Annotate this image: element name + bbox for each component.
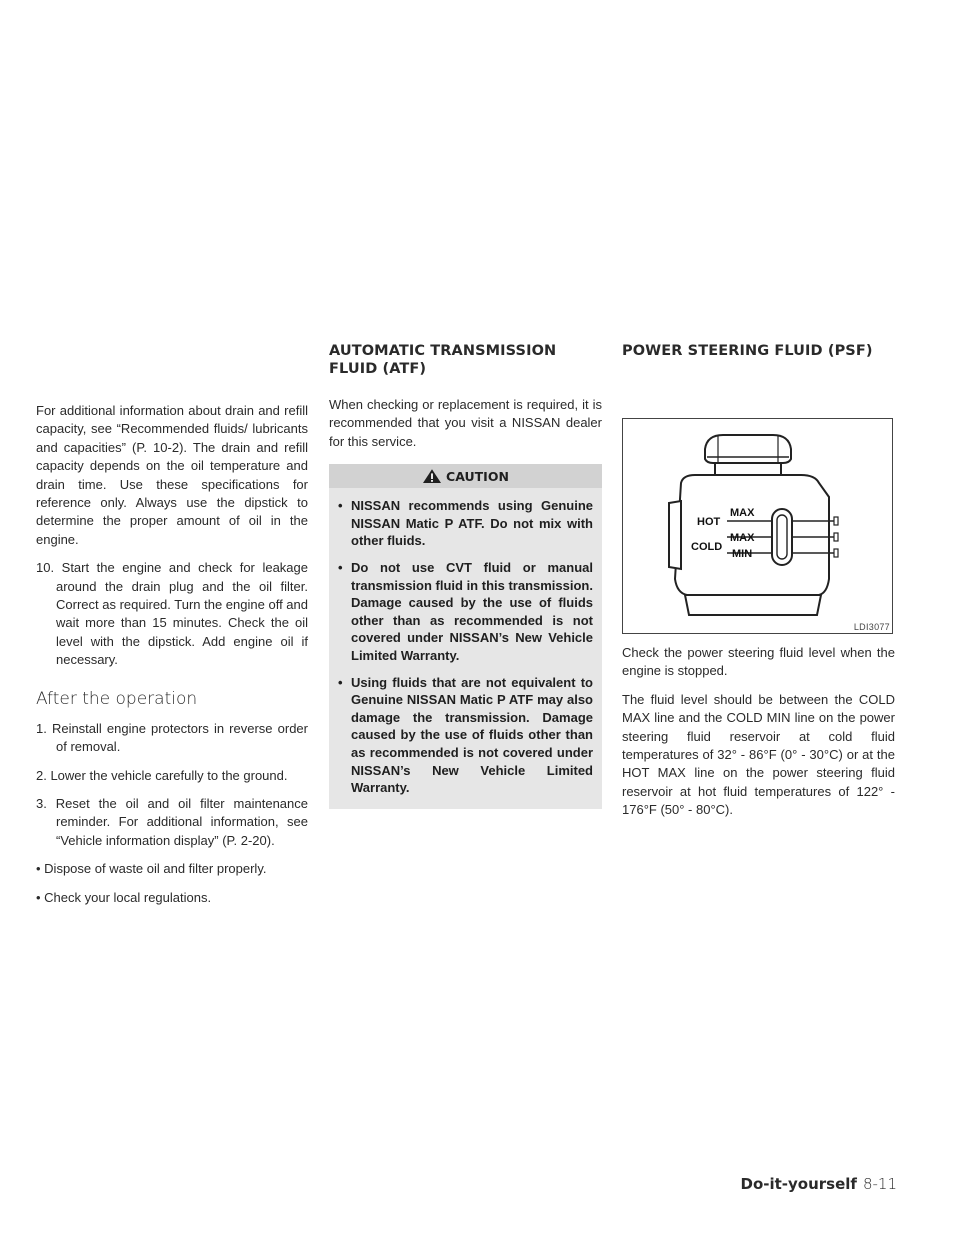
after-item-regulations: • Check your local regulations.: [36, 889, 212, 905]
caution-header: [329, 464, 602, 488]
label-cold: COLD: [691, 541, 723, 553]
after-operation-heading: After the operation: [36, 688, 198, 709]
reservoir-illustration: [623, 419, 894, 635]
page-number: 8-11: [862, 1175, 897, 1193]
psf-heading: POWER STEERING FLUID (PSF): [622, 343, 873, 359]
label-hot: HOT: [697, 516, 721, 528]
warning-triangle-icon: [422, 468, 442, 484]
column-middle: [329, 342, 602, 809]
label-max-hot: MAX: [730, 507, 755, 519]
after-item-dispose: • Dispose of waste oil and filter properly.: [36, 861, 267, 877]
atf-heading: AUTOMATIC TRANSMISSION FLUID (ATF): [329, 343, 557, 377]
after-item-1: 1. Reinstall engine protectors in reverse order of removal.: [36, 720, 308, 755]
footer-section-title: Do-it-yourself: [740, 1175, 857, 1193]
page-footer: [600, 1175, 897, 1194]
column-right: [622, 342, 895, 820]
caution-box: [329, 464, 602, 809]
after-item-3: 3. Reset the oil and oil filter maintenance reminder. For additional information, see “Vehicle information display” (P. 2-20).: [36, 795, 308, 848]
caution-item-1: • NISSAN recommends using Genuine NISSAN Matic P ATF. Do not mix with other fluids.: [329, 497, 602, 550]
label-max-cold: MAX: [730, 532, 755, 544]
drain-refill-paragraph: For additional information about drain and refill capacity, see “Recommended fluids/ lubricants and capacities” (P. 10-2). The drain and refill capacity depends on the oil temperature and drain time. Use these specifications for reference only. Always use the dipstick to determine the proper amount of oil in the engine.: [36, 403, 308, 547]
caution-item-2: • Do not use CVT fluid or manual transmission fluid in this transmission. Damage caused by the use of fluids other than as recommended is not covered under NISSAN’s New Vehicle Limited Warranty.: [329, 559, 602, 665]
figure-code: LDI3077: [853, 622, 890, 632]
psf-level-paragraph: The fluid level should be between the COLD MAX line and the COLD MIN line on the power steering fluid reservoir at cold fluid temperatures of 32° - 86°F (0° - 30°C) or at the HOT MAX line on the power steering fluid reservoir at hot fluid temperatures of 122° - 176°F (50° - 80°C).: [622, 691, 895, 818]
step-10: 10. Start the engine and check for leakage around the drain plug and the oil filter. Correct as required. Turn the engine off and wait more than 15 minutes. Check the oil level with the dipstick. Add engine oil if necessary.: [36, 560, 308, 668]
psf-check-paragraph: Check the power steering fluid level when the engine is stopped.: [622, 645, 895, 679]
label-min: MIN: [732, 548, 753, 560]
column-left: [36, 402, 308, 907]
caution-item-3: • Using fluids that are not equivalent to Genuine NISSAN Matic P ATF may also damage the transmission. Damage caused by the use of fluids other than as recommended is not covered under NISSAN’s New Vehicle Limited Warranty.: [329, 674, 602, 797]
after-item-2: 2. Lower the vehicle carefully to the ground.: [36, 767, 288, 783]
psf-reservoir-figure: [622, 418, 893, 634]
caution-label: CAUTION: [446, 468, 509, 484]
atf-intro: When checking or replacement is required, it is recommended that you visit a NISSAN dealer for this service.: [329, 397, 602, 449]
